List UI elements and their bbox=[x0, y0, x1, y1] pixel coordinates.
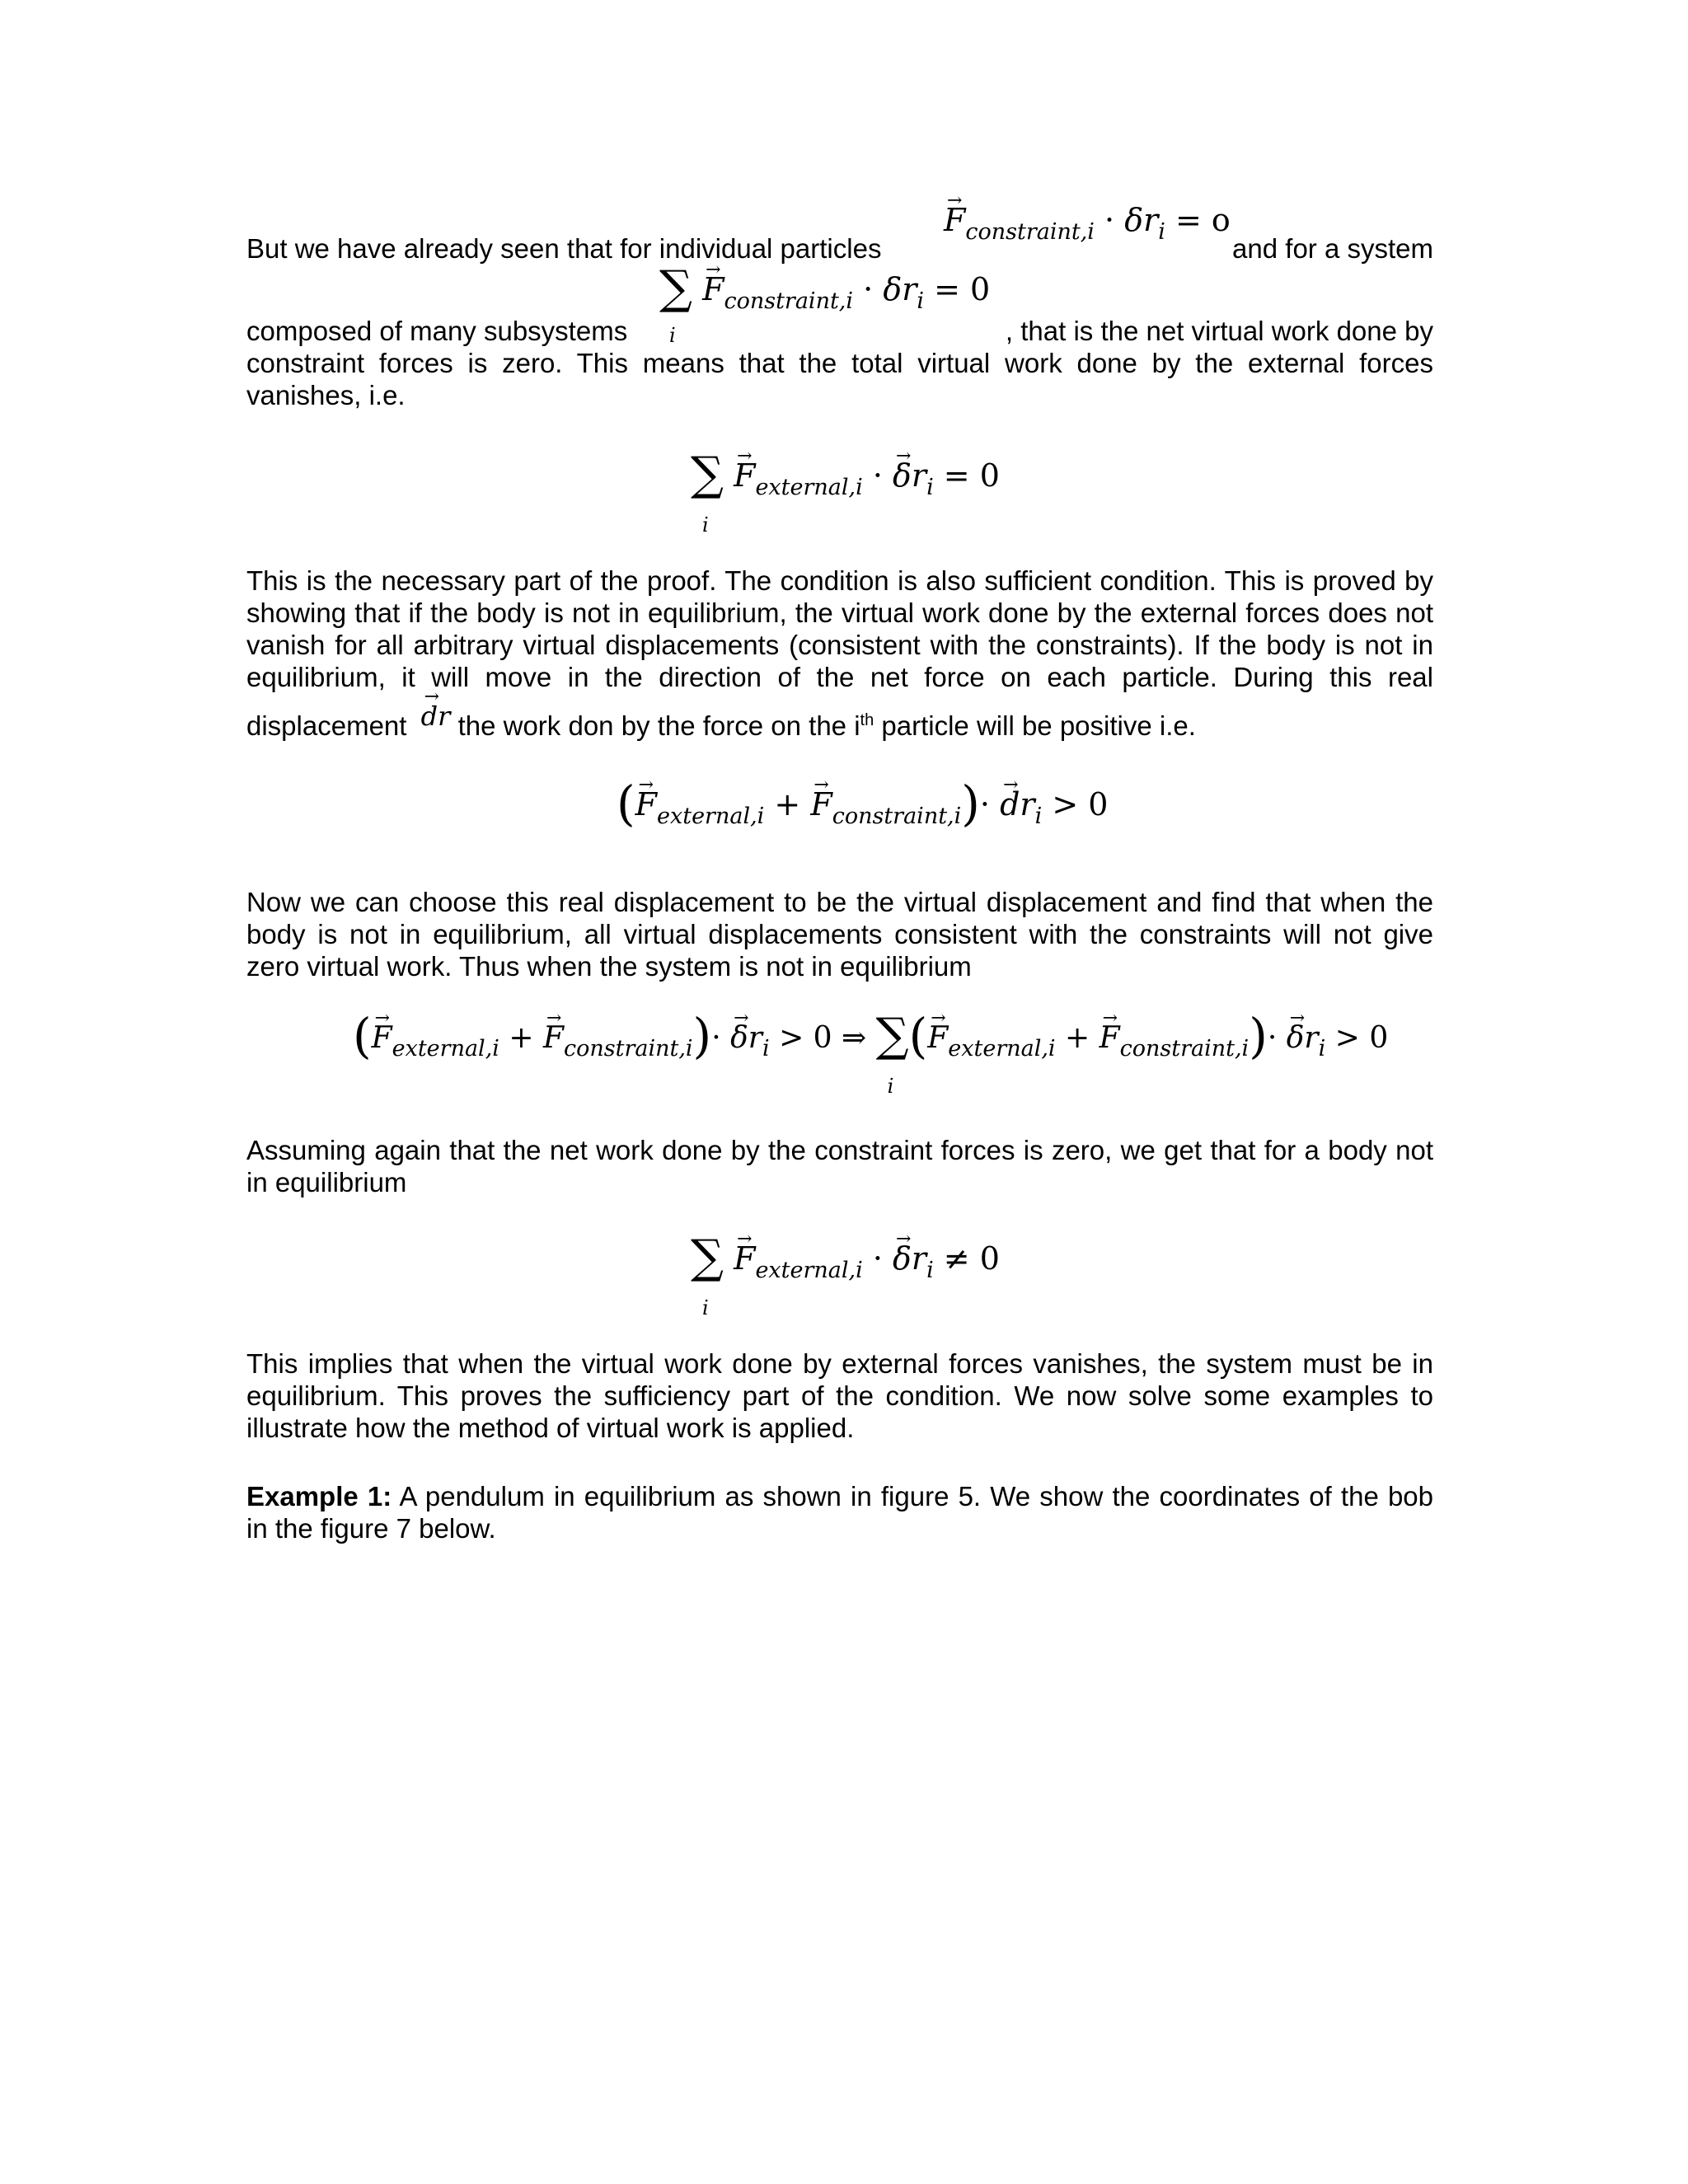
equation-not-equilibrium-implication bbox=[353, 1008, 1389, 1098]
not-equal-zero: ≠ 0 bbox=[943, 1240, 1000, 1277]
plus-operator: + bbox=[509, 1021, 534, 1055]
right-paren: ) bbox=[1249, 1008, 1268, 1064]
force-symbol: → F bbox=[543, 1022, 564, 1054]
equation-external-work-nonzero bbox=[691, 1230, 1000, 1319]
dot-operator: · bbox=[1267, 1021, 1278, 1055]
force-symbol: → F bbox=[734, 1243, 755, 1275]
subscript-external: external,i bbox=[755, 1258, 863, 1283]
superscript-th: th bbox=[860, 711, 874, 729]
subscript-i: i bbox=[1034, 804, 1043, 829]
subscript-i: i bbox=[926, 1258, 934, 1283]
para2-line5-a: displacement bbox=[246, 710, 407, 741]
para4-line2: in equilibrium bbox=[246, 1167, 407, 1197]
delta-r: δr bbox=[883, 271, 917, 307]
para1-line2-text: composed of many subsystems bbox=[246, 316, 628, 346]
left-paren: ( bbox=[353, 1008, 372, 1064]
dot-operator: · bbox=[979, 786, 991, 823]
para1-line2-tail: , that is the net virtual work done by bbox=[1005, 316, 1433, 346]
paragraph-implies-equilibrium bbox=[246, 1347, 1433, 1444]
sum-index: i bbox=[669, 324, 676, 347]
subscript-external: external,i bbox=[657, 804, 765, 829]
equals-zero: = 0 bbox=[934, 271, 991, 307]
para1-line1-text: But we have already seen that for individual particles bbox=[246, 233, 882, 264]
sigma-symbol: ∑ bbox=[659, 261, 692, 315]
equals-zero: = 0 bbox=[943, 457, 1000, 494]
para5-line2: equilibrium. This proves the sufficiency part of the condition. We now solve some examples to bbox=[246, 1380, 1433, 1411]
left-paren: ( bbox=[617, 776, 635, 832]
paragraph-sufficiency bbox=[246, 565, 1433, 742]
inline-dr bbox=[421, 701, 451, 732]
sum-index: i bbox=[887, 1075, 894, 1098]
subscript-constraint: constraint,i bbox=[832, 804, 962, 829]
para2-line3: vanish for all arbitrary virtual displacements (consistent with the constraints). If the body is not in bbox=[246, 630, 1433, 660]
force-symbol: → F bbox=[702, 274, 724, 306]
implies-arrow: ⇒ bbox=[842, 1021, 867, 1055]
subscript-external: external,i bbox=[948, 1036, 1056, 1062]
dot-operator: · bbox=[863, 271, 874, 307]
para1-line4: vanishes, i.e. bbox=[246, 380, 406, 410]
delta-r: δr bbox=[1124, 202, 1159, 238]
paragraph-constraint-work bbox=[246, 232, 1433, 411]
plus-operator: + bbox=[774, 786, 801, 823]
dot-operator: · bbox=[872, 1240, 883, 1277]
para5-line3: illustrate how the method of virtual work is applied. bbox=[246, 1413, 855, 1443]
subscript-constraint: constraint,i bbox=[1119, 1036, 1250, 1062]
para2-line5-c: particle will be positive i.e. bbox=[881, 710, 1196, 741]
equation-single-particle-constraint bbox=[944, 204, 1231, 248]
plus-operator: + bbox=[1065, 1021, 1090, 1055]
para4-line1: Assuming again that the net work done by the constraint forces is zero, we get that for a body not bbox=[246, 1135, 1433, 1165]
example-line1 bbox=[246, 1480, 1433, 1512]
para5-line1: This implies that when the virtual work done by external forces vanishes, the system must be in bbox=[246, 1348, 1433, 1379]
para3-line2: body is not in equilibrium, all virtual displacements consistent with the constraints will not give bbox=[246, 919, 1433, 949]
right-paren: ) bbox=[961, 776, 980, 832]
dot-operator: · bbox=[872, 457, 883, 494]
equation-system-constraint bbox=[659, 261, 991, 347]
dot-operator: · bbox=[711, 1021, 721, 1055]
force-symbol: → F bbox=[927, 1022, 948, 1054]
equation-real-displacement bbox=[617, 776, 1109, 832]
subscript-constraint: constraint,i bbox=[563, 1036, 693, 1062]
subscript-external: external,i bbox=[392, 1036, 499, 1062]
paragraph-assuming-again bbox=[246, 1134, 1433, 1198]
sigma-symbol: ∑ bbox=[691, 448, 724, 501]
sum-index: i bbox=[702, 1296, 709, 1319]
left-paren: ( bbox=[908, 1008, 928, 1064]
example-line2: in the figure 7 below. bbox=[246, 1513, 496, 1544]
delta-r-vector: → δr bbox=[893, 1243, 926, 1275]
example-line1-rest: A pendulum in equilibrium as shown in figure 5. We show the coordinates of the bob bbox=[392, 1481, 1434, 1511]
subscript-external: external,i bbox=[755, 475, 863, 500]
delta-r-vector: → δr bbox=[730, 1022, 762, 1054]
subscript-i: i bbox=[917, 288, 924, 314]
sigma-symbol: ∑ bbox=[691, 1230, 724, 1284]
force-symbol: → F bbox=[734, 460, 755, 492]
delta-r-vector: → δr bbox=[893, 460, 926, 492]
para3-line1: Now we can choose this real displacement to be the virtual displacement and find that when the bbox=[246, 887, 1433, 917]
subscript-i: i bbox=[762, 1036, 770, 1062]
para2-line5-b: the work don by the force on the i bbox=[457, 710, 860, 741]
subscript-i: i bbox=[1158, 219, 1165, 245]
para1-line1-tail: and for a system bbox=[1232, 233, 1433, 264]
subscript-i: i bbox=[926, 475, 934, 500]
dr-symbol: → dr bbox=[421, 701, 451, 733]
right-paren: ) bbox=[692, 1008, 712, 1064]
para2-line1: This is the necessary part of the proof. The condition is also sufficient condition. This is proved by bbox=[246, 565, 1433, 596]
sigma-symbol: ∑ bbox=[875, 1009, 909, 1062]
dot-operator: · bbox=[1104, 202, 1115, 238]
dr-vector: → dr bbox=[1000, 789, 1035, 821]
delta-r-vector: → δr bbox=[1287, 1022, 1319, 1054]
equation-external-work-zero bbox=[691, 448, 1000, 537]
force-symbol: → F bbox=[372, 1022, 392, 1054]
paragraph-choose-displacement bbox=[246, 886, 1433, 982]
equals-o: = o bbox=[1175, 202, 1231, 238]
para2-line2: showing that if the body is not in equilibrium, the virtual work done by the external forces does not bbox=[246, 598, 1433, 628]
subscript-constraint: constraint,i bbox=[965, 219, 1095, 245]
greater-than-zero: > 0 bbox=[1052, 786, 1109, 823]
subscript-constraint: constraint,i bbox=[724, 288, 854, 314]
example-1 bbox=[246, 1480, 1433, 1544]
para2-line4: equilibrium, it will move in the direction of the net force on each particle. During this real bbox=[246, 662, 1433, 692]
para3-line3: zero virtual work. Thus when the system is not in equilibrium bbox=[246, 951, 972, 982]
force-symbol: → F bbox=[944, 204, 965, 237]
example-label: Example 1: bbox=[246, 1481, 392, 1511]
force-symbol: → F bbox=[635, 789, 657, 821]
subscript-i: i bbox=[1318, 1036, 1326, 1062]
greater-than-zero: > 0 bbox=[779, 1021, 832, 1055]
para1-line3: constraint forces is zero. This means that the total virtual work done by the external forces bbox=[246, 348, 1433, 378]
sum-index: i bbox=[702, 513, 709, 537]
force-symbol: → F bbox=[810, 789, 832, 821]
greater-than-zero: > 0 bbox=[1334, 1021, 1389, 1055]
force-symbol: → F bbox=[1100, 1022, 1120, 1054]
